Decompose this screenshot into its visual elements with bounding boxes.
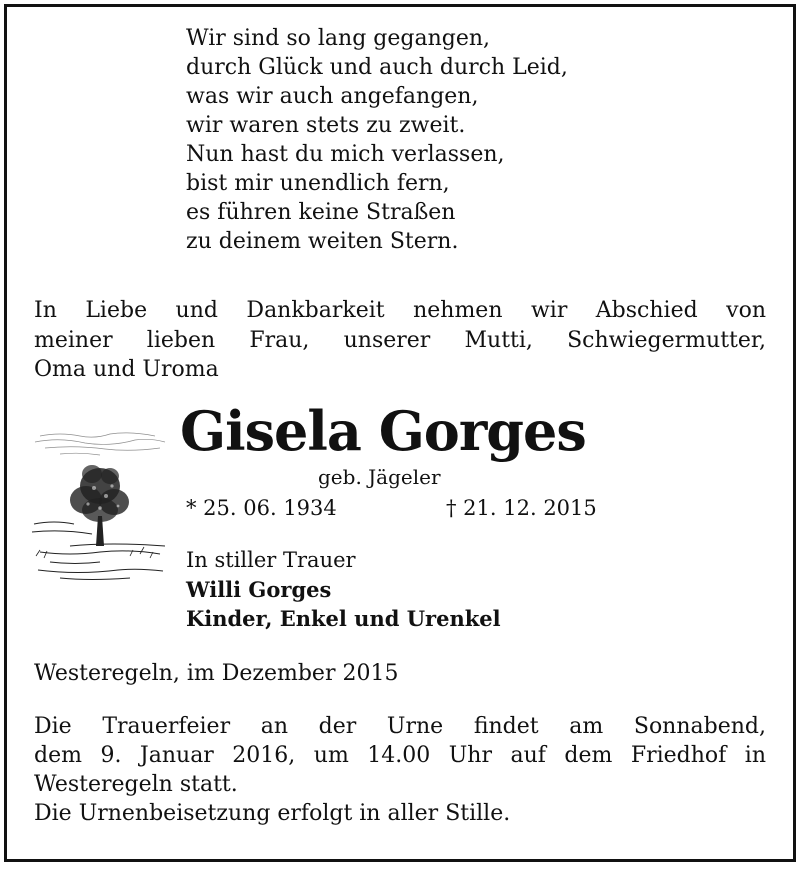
intro-line: Oma und Uroma [34, 357, 219, 382]
poem-line: wir waren stets zu zweit. [186, 113, 466, 138]
poem [186, 24, 568, 256]
mourner-spouse: Willi Gorges [186, 577, 332, 602]
poem-line: bist mir unendlich fern, [186, 171, 450, 196]
death-date: † 21. 12. 2015 [446, 496, 597, 520]
notice-line: Die Trauerfeier an der Urne findet am Sonnabend, [34, 714, 766, 739]
poem-line: es führen keine Straßen [186, 200, 456, 225]
poem-line: zu deinem weiten Stern. [186, 229, 459, 254]
mourners-heading: In stiller Trauer [186, 548, 356, 572]
birth-name: geb. Jägeler [318, 465, 441, 489]
intro-line: In Liebe und Dankbarkeit nehmen wir Abschied von [34, 298, 766, 323]
funeral-notice [34, 712, 766, 828]
notice-line: Die Urnenbeisetzung erfolgt in aller Stille. [34, 801, 511, 826]
mourner-family: Kinder, Enkel und Urenkel [186, 606, 501, 631]
intro-line: meiner lieben Frau, unserer Mutti, Schwiegermutter, [34, 327, 766, 353]
poem-line: was wir auch angefangen, [186, 84, 479, 109]
notice-line: Westeregeln statt. [34, 772, 238, 797]
mourners [186, 546, 501, 633]
poem-line: Nun hast du mich verlassen, [186, 142, 505, 167]
notice-line: dem 9. Januar 2016, um 14.00 Uhr auf dem Friedhof in [34, 743, 766, 768]
poem-line: Wir sind so lang gegangen, [186, 26, 491, 51]
deceased-name: Gisela Gorges [180, 399, 586, 463]
intro-text [34, 296, 766, 385]
tree-landscape-icon [30, 428, 170, 588]
poem-line: durch Glück und auch durch Leid, [186, 55, 568, 80]
birth-date: * 25. 06. 1934 [186, 496, 337, 520]
place-date: Westeregeln, im Dezember 2015 [34, 661, 399, 686]
